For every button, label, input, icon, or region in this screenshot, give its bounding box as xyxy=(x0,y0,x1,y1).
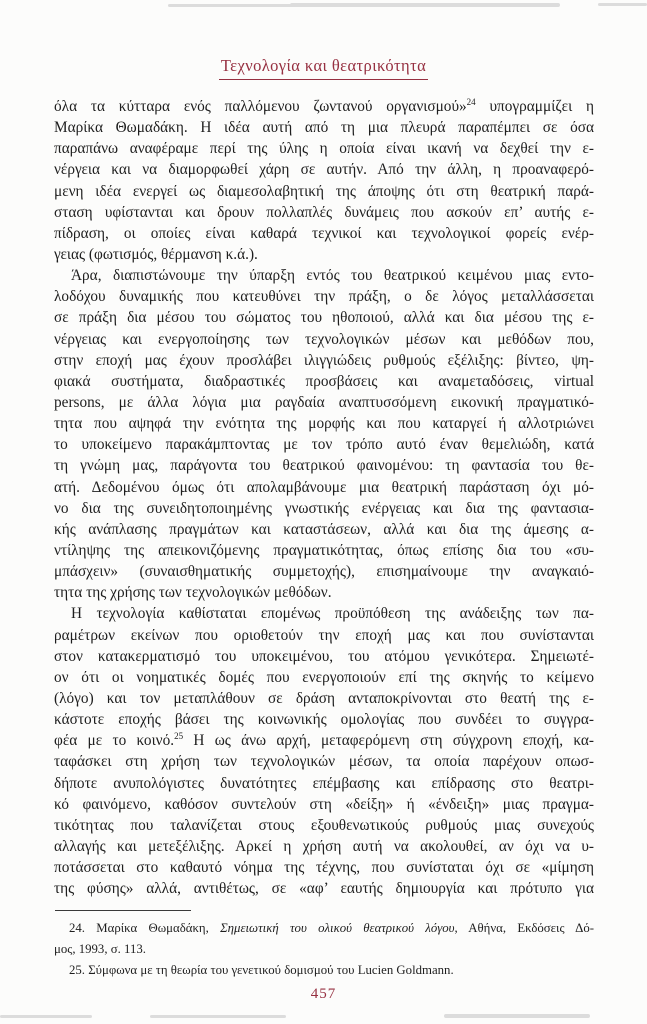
body-text-line: σε πράξη δια μέσου του σώματος του ηθοποιού, αλλά και δια μέσου της ε- xyxy=(54,309,594,327)
body-text-line: ποτάσσεται στο καθαυτό νόημα της τέχνης, που συνίσταται όχι σε «μίμηση xyxy=(54,859,594,877)
footnote-line: 24. Μαρίκα Θωμαδάκη, Σημειωτική του ολικού θεατρικού λόγου, Αθήνα, Εκδόσεις Δό- xyxy=(69,921,594,935)
body-text-line: ατή. Δεδομένου όμως ότι απολαμβάνουμε μια θεατρική παράσταση όχι μό- xyxy=(54,478,594,496)
body-text-line: λοδόχου δυναμικής που κατευθύνει την πράξη, ο δε λόγος μεταλλάσσεται xyxy=(54,288,594,306)
footnote-separator xyxy=(55,910,191,911)
body-text-line: παραπάνω αναφέραμε περί της ύλης η οποία είναι ικανή να δεχθεί την ε- xyxy=(54,140,594,158)
footnotes xyxy=(54,918,594,981)
running-header-title: Τεχνολογία και θεατρικότητα xyxy=(219,56,428,80)
body-text-line: μπάσχειν» (συναισθηματικής συμμετοχής), επισημαίνουμε την αναγκαιό- xyxy=(54,563,594,581)
body-text-line: ταφάσκει στη χρήση των τεχνολογικών μέσων, τα οποία παρέχουν οπωσ- xyxy=(54,753,594,771)
body-text-line: νέργεια και να διαμορφωθεί χάρη σε αυτήν. Από την άλλη, η προαναφερό- xyxy=(54,161,594,179)
scan-artifact-bottom-1 xyxy=(0,1015,92,1018)
scan-artifact-bottom-2 xyxy=(150,1015,286,1018)
body-text-line: τικότητας που ταλανίζεται στους εξουθενωτικούς ρυθμούς μιας συνεχούς xyxy=(54,816,594,834)
body-text-line: persons, με άλλα λόγια μια ραγδαία αναπτυσσόμενη εικονική πραγματικό- xyxy=(54,393,594,411)
footnote-line: μος, 1993, σ. 113. xyxy=(54,942,146,956)
body-text-line: στον κατακερματισμό του υποκειμένου, του ατόμου γενικότερα. Σημειωτέ- xyxy=(54,647,594,665)
body-text-line: κάστοτε εποχής βάσει της κοινωνικής ομολογίας που συνδέει το συγγρα- xyxy=(54,711,594,729)
body-text-line: Άρα, διαπιστώνουμε την ύπαρξη εντός του θεατρικού κειμένου μιας εντο- xyxy=(71,267,594,285)
body-text-line: δήποτε ανυπολόγιστες δυνατότητες επέμβασης και επίδρασης στο θεατρι- xyxy=(54,774,594,792)
body-text-line: φιακά συστήματα, διαδραστικές προσβάσεις και αναμεταδόσεις, virtual xyxy=(54,372,594,390)
running-header xyxy=(0,56,647,80)
body-text-line: όλα τα κύτταρα ενός παλλόμενου ζωντανού οργανισμού»$^{24}$ υπογραμμίζει η xyxy=(54,96,594,115)
scan-artifact-top-2 xyxy=(290,3,560,7)
body-text-line: φέα με το κοινό.$^{25}$ Η ως άνω αρχή, μεταφερόμενη στη σύγχρονη εποχή, κα- xyxy=(54,731,594,750)
body-text-line: το υποκείμενο παρακάμπτοντας με τον τρόπο αυτό έναν θεμελιώδη, κατά xyxy=(54,436,594,454)
scan-artifact-top-3 xyxy=(598,3,647,6)
body-text-line: Η τεχνολογία καθίσταται επομένως προϋπόθεση της ανάδειξης των πα- xyxy=(71,605,594,623)
body-text-line: ον ότι οι νοηματικές δομές που ενεργοποιούν επί της σκηνής το κείμενο xyxy=(54,668,594,686)
body-text-line: κής ανάπλασης πραγμάτων και καταστάσεων, αλλά και δια της άμεσης α- xyxy=(54,520,594,538)
footnote-ref: 25 xyxy=(174,731,184,742)
body-text-line: τη γνώμη μας, παράγοντα του θεατρικού φαινομένου: τη φαντασία του θε- xyxy=(54,457,594,475)
body-text-line: γειας (φωτισμός, θέρμανση κ.ά.). xyxy=(54,245,258,263)
footnote-ref: 24 xyxy=(466,96,476,107)
body-text-line: τητα της χρήσης των τεχνολογικών μεθόδων. xyxy=(54,584,332,602)
body-text-line: νο δια της συνειδητοποιημένης γνωστικής ενέργειας και δια της φαντασια- xyxy=(54,499,594,517)
body-text-line: ντίληψης της απεικονιζόμενης πραγματικότητας, όπως επίσης δια του «συ- xyxy=(54,541,594,559)
body-text-line: της φύσης» αλλά, αντιθέτως, σε «αφ’ εαυτής δημιουργία και πρότυπο για xyxy=(54,880,594,898)
body-text-line: Μαρίκα Θωμαδάκη. Η ιδέα αυτή από τη μια πλευρά παραπέμπει σε όσα xyxy=(54,119,594,137)
page-number: 457 xyxy=(310,986,337,1002)
scan-artifact-bottom-3 xyxy=(444,1014,590,1018)
body-text-line: αλλαγής και μετεξέλιξης. Αρκεί η χρήση αυτή να ακολουθεί, αν όχι να υ- xyxy=(54,837,594,855)
footnote-line: 25. Σύμφωνα με τη θεωρία του γενετικού δομισμού του Lucien Goldmann. xyxy=(69,963,454,977)
body-text-line: νέργειας και ενεργοποίησης των τεχνολογικών μέσων και μεθόδων που, xyxy=(54,330,594,348)
body-text-line: μενη ιδέα ενεργεί ως διαμεσολαβητική της άποψης ότι στη θεατρική παρά- xyxy=(54,182,594,200)
body-text-line: (λόγο) και τον μεταπλάθουν σε δράση ανταποκρίνονται στο θεατή της ε- xyxy=(54,689,594,707)
body-text-line: ραμέτρων εκείνων που οριοθετούν την εποχή μας και που συνίστανται xyxy=(54,626,594,644)
body-text-line: πίδραση, οι οποίες είναι καθαρά τεχνικοί και τεχνολογικοί φορείς ενέρ- xyxy=(54,224,594,242)
body-text-line: κό φαινόμενο, καθόσον συντελούν στη «δείξη» ή «ένδειξη» μιας πραγμα- xyxy=(54,795,594,813)
body-text-line: στην εποχή μας έχουν προσλάβει ιλιγγιώδεις ρυθμούς εξέλιξης: βίντεο, ψη- xyxy=(54,351,594,369)
body-text-line: σταση υφίστανται και δρουν πολλαπλές δυνάμεις που ασκούν επ’ αυτής ε- xyxy=(54,203,594,221)
book-title-italic: Σημειωτική του ολικού θεατρικού λόγου xyxy=(220,921,455,935)
body-text-line: τητα που αψηφά την ενότητα της μορφής και που καταργεί ή αλλοτριώνει xyxy=(54,415,594,433)
body-text xyxy=(54,96,594,899)
